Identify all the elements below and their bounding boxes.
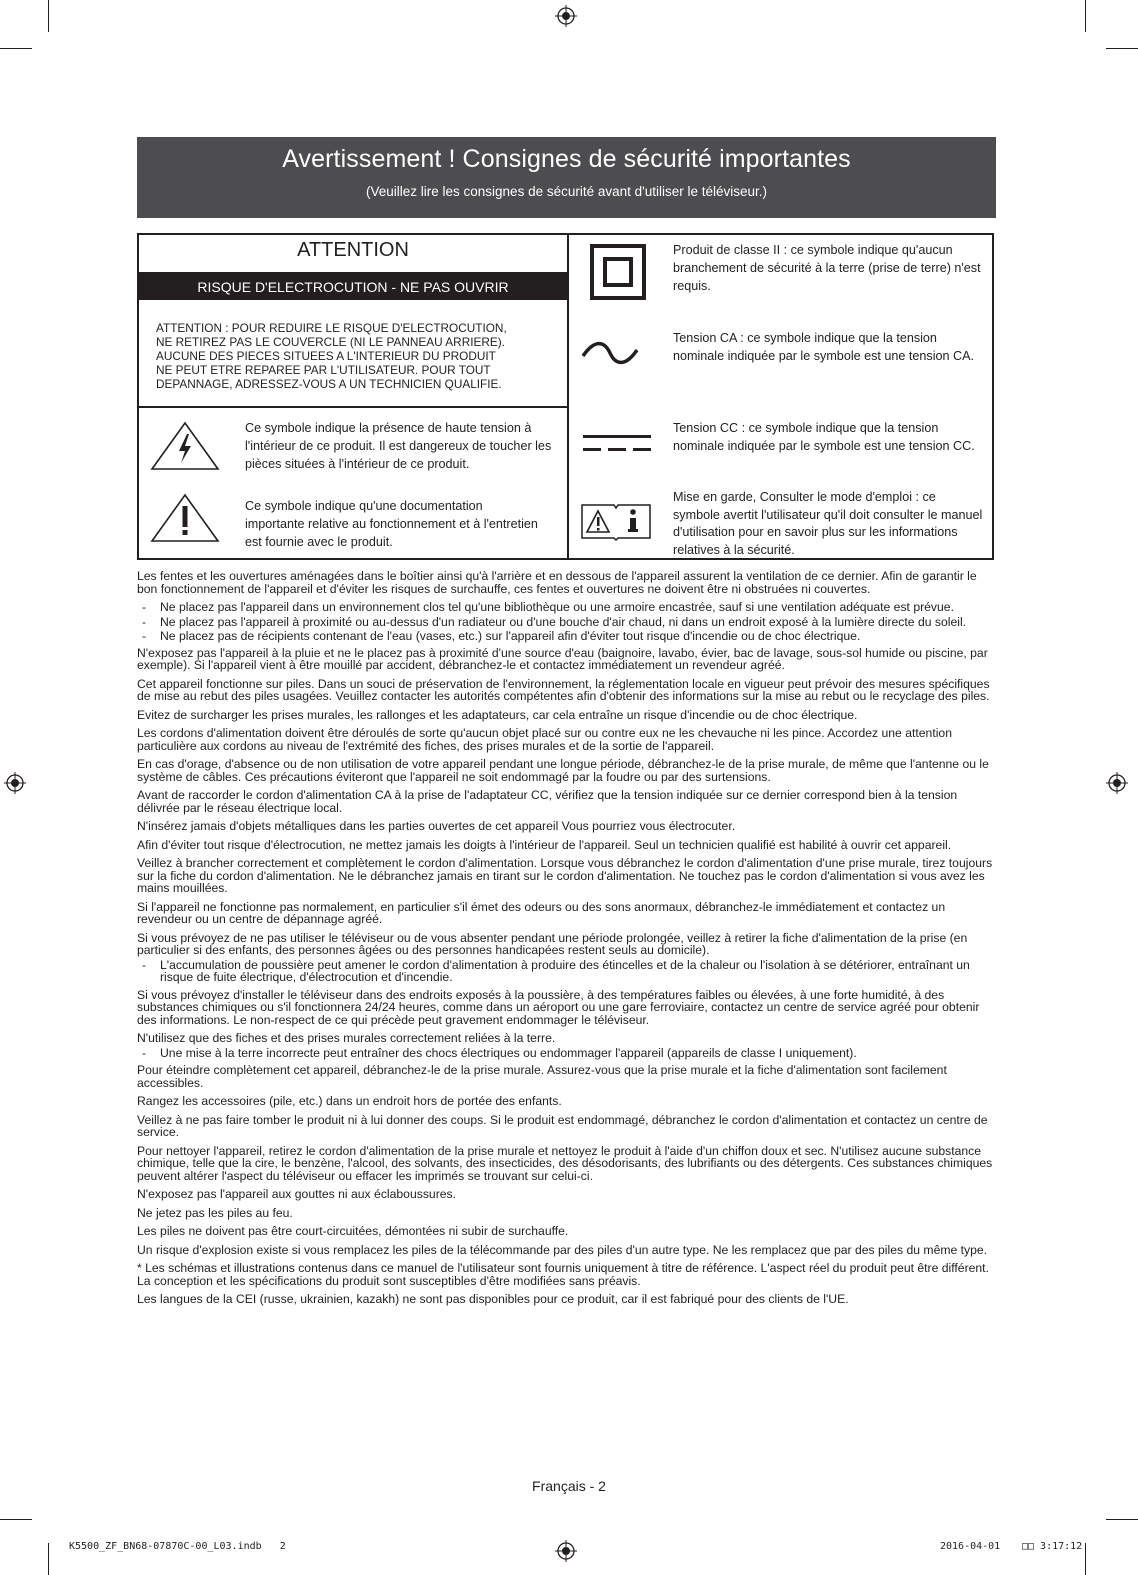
paragraph: * Les schémas et illustrations contenus dans ce manuel de l'utilisateur sont fournis uniquement à titre de référence. L'aspect réel du produit peut être différent. La conception et les spécifications du produit sont susceptibles d'être modifiées sans préavis. xyxy=(137,1261,989,1288)
paragraph: Si l'appareil ne fonctionne pas normalement, en particulier s'il émet des odeurs ou des sons anormaux, débranchez-le immédiatement et contactez un revendeur ou un centre de dépannage agréé. xyxy=(137,899,946,926)
paragraph: Les fentes et les ouvertures aménagées dans le boîtier ainsi qu'à l'arrière et en dessous de l'appareil assurent la ventilation de ce dernier. Afin de garantir le bon fonctionnement de l'appareil et d'éviter les risques de surchauffe, ces fentes et ouvertures ne doivent être ni obstruées ni couvertes. xyxy=(137,569,977,596)
crop-mark xyxy=(1085,0,1086,32)
paragraph: N'insérez jamais d'objets métalliques dans les parties ouvertes de cet appareil Vous pourriez vous électrocuter. xyxy=(137,819,736,833)
page-subtitle: (Veuillez lire les consignes de sécurité avant d'utiliser le téléviseur.) xyxy=(365,184,768,199)
class-ii-text: Produit de classe II : ce symbole indique qu'aucun branchement de sécurité à la terre (prise de terre) n'est requis. xyxy=(673,243,981,293)
paragraph: Rangez les accessoires (pile, etc.) dans un endroit hors de portée des enfants. xyxy=(137,1094,562,1108)
paragraph: Les langues de la CEI (russe, ukrainien, kazakh) ne sont pas disponibles pour ce produit, car il est fabriqué pour des clients de l'UE. xyxy=(137,1292,849,1306)
paragraph: Veillez à ne pas faire tomber le produit ni à lui donner des coups. Si le produit est endommagé, débranchez le cordon d'alimentation et contactez un centre de service. xyxy=(137,1112,988,1139)
registration-mark-icon xyxy=(4,772,26,794)
bullet-item: - L'accumulation de poussière peut amener le cordon d'alimentation à produire des étincelles et de la chaleur ou l'isolation à se détériorer, entraînant un risque de fuite électrique, d'électrocution et d'incendie. xyxy=(137,959,999,984)
crop-mark xyxy=(1106,48,1138,49)
ac-voltage-icon xyxy=(580,338,640,368)
dc-voltage-icon xyxy=(581,432,653,456)
registration-mark-icon xyxy=(555,1540,577,1562)
crop-mark xyxy=(0,1519,32,1520)
paragraph: Un risque d'explosion existe si vous remplacez les piles de la télécommande par des piles d'un autre type. Ne les remplacez que par des piles du même type. xyxy=(137,1242,988,1257)
page-number: Français - 2 xyxy=(532,1478,606,1494)
paragraph: Pour nettoyer l'appareil, retirez le cordon d'alimentation de la prise murale et nettoyez le produit à l'aide d'un chiffon doux et sec. N'utilisez aucune substance chimique, telle que la cire, le benzène, l'alcool, des solvants, des insecticides, des désodorisants, des lubrifiants ou des détergents. Ces substances chimiques peuvent altérer l'aspect du téléviseur ou effacer les imprimés se trouvant sur celui-ci. xyxy=(137,1143,993,1183)
paragraph: Si vous prévoyez de ne pas utiliser le téléviseur ou de vous absenter pendant une période prolongée, veillez à retirer la fiche d'alimentation de la prise (en particulier si des enfants, des personnes âgées ou des personnes handicapées restent seuls au domicile). xyxy=(137,930,968,957)
high-voltage-text: Ce symbole indique la présence de haute tension à l'intérieur de ce produit. Il est dangereux de toucher les pièces situées à l'intérieur de ce produit. xyxy=(245,421,552,471)
paragraph: Les cordons d'alimentation doivent être déroulés de sorte qu'aucun objet placé sur ou contre eux ne les chevauche ni les pince. Accordez une attention particulière aux cordons au niveau de l'extrémité des fiches, des prises murales et de la sortie de l'appareil. xyxy=(137,726,952,753)
attention-bar: RISQUE D'ELECTROCUTION - NE PAS OUVRIR xyxy=(139,272,567,300)
paragraph: Evitez de surcharger les prises murales, les rallonges et les adaptateurs, car cela entraîne un risque d'incendie ou de choc électrique. xyxy=(137,707,858,722)
dc-voltage-text: Tension CC : ce symbole indique que la tension nominale indiquée par le symbole est une tension CC. xyxy=(673,421,975,453)
ac-voltage-text: Tension CA : ce symbole indique que la tension nominale indiquée par le symbole est une tension CA. xyxy=(673,331,975,363)
table-divider xyxy=(567,235,569,558)
registration-mark-icon xyxy=(555,5,577,27)
bullet-item: - Ne placez pas l'appareil dans un environnement clos tel qu'une bibliothèque ou une armoire encastrée, sauf si une ventilation adéquate est prévue. xyxy=(137,601,999,614)
paragraph: Pour éteindre complètement cet appareil, débranchez-le de la prise murale. Assurez-vous que la prise murale et la fiche d'alimentation sont facilement accessibles. xyxy=(137,1063,947,1090)
attention-text xyxy=(156,321,556,391)
paragraph: Cet appareil fonctionne sur piles. Dans un souci de préservation de l'environnement, la réglementation locale en vigueur peut prévoir des mesures spécifiques de mise au rebut des piles usagées. Veuillez contacter les autorités compétentes afin d'obtenir des informations sur la mise au rebut ou le recyclage des piles. xyxy=(137,676,990,703)
paragraph: Avant de raccorder le cordon d'alimentation CA à la prise de l'adaptateur CC, vérifiez que la tension indiquée sur ce dernier correspond bien à la tension délivrée par le réseau électrique local. xyxy=(137,788,958,815)
safety-instructions xyxy=(137,570,999,1312)
attention-line: NE PEUT ETRE REPAREE PAR L'UTILISATEUR. POUR TOUT xyxy=(156,363,491,377)
warning-text: Ce symbole indique qu'une documentation importante relative au fonctionnement et à l'entretien est fournie avec le produit. xyxy=(245,499,538,549)
paragraph: Ne jetez pas les piles au feu. xyxy=(137,1205,293,1220)
crop-mark xyxy=(48,0,49,32)
paragraph: N'exposez pas l'appareil aux gouttes ni aux éclaboussures. xyxy=(137,1187,457,1201)
class-ii-icon xyxy=(588,242,648,302)
manual-warning-text: Mise en garde, Consulter le mode d'emploi : ce symbole avertit l'utilisateur qu'il doit consulter le manuel d'utilisation pour en savoir plus sur les informations relatives à la sécurité. xyxy=(673,490,983,557)
table-row-divider xyxy=(139,406,567,408)
attention-line: DEPANNAGE, ADRESSEZ-VOUS A UN TECHNICIEN QUALIFIE. xyxy=(156,377,502,391)
bullet-item: - Ne placez pas de récipients contenant de l'eau (vases, etc.) sur l'appareil afin d'éviter tout risque d'incendie ou de choc électrique. xyxy=(137,630,999,643)
attention-title: ATTENTION xyxy=(297,239,409,261)
crop-mark xyxy=(1106,1519,1138,1520)
bullet-item: - Ne placez pas l'appareil à proximité ou au-dessus d'un radiateur ou d'une bouche d'air chaud, ni dans un endroit exposé à la lumière directe du soleil. xyxy=(137,616,999,629)
file-name: K5500_ZF_BN68-07870C-00_L03.indb 2 xyxy=(69,1541,286,1552)
paragraph: En cas d'orage, d'absence ou de non utilisation de votre appareil pendant une longue période, débranchez-le de la prise murale, de même que l'antenne ou le système de câbles. Ces précautions éviteront que l'appareil ne soit endommagé par la foudre ou par des surtensions. xyxy=(137,757,989,784)
page-title: Avertissement ! Consignes de sécurité importantes xyxy=(282,145,851,173)
crop-mark xyxy=(48,1543,49,1575)
paragraph: Les piles ne doivent pas être court-circuitées, démontées ni subir de surchauffe. xyxy=(137,1224,569,1238)
paragraph: N'utilisez que des fiches et des prises murales correctement reliées à la terre. xyxy=(137,1031,556,1045)
paragraph: Si vous prévoyez d'installer le téléviseur dans des endroits exposés à la poussière, à des températures faibles ou élevées, à une forte humidité, à des substances chimiques ou s'il fonctionnera 24/24 heures, comme dans un aéroport ou une gare ferroviaire, contactez un centre de service agréé pour obtenir des informations. Le non-respect de ce qui précède peut gravement endommager le téléviseur. xyxy=(137,987,980,1027)
symbol-table xyxy=(137,233,994,560)
print-date: 2016-04-01 xyxy=(940,1541,1001,1552)
attention-line: AUCUNE DES PIECES SITUEES A L'INTERIEUR DU PRODUIT xyxy=(156,349,496,363)
paragraph: Afin d'éviter tout risque d'électrocution, ne mettez jamais les doigts à l'intérieur de l'appareil. Seul un technicien qualifié est habilité à ouvrir cet appareil. xyxy=(137,837,952,852)
print-time: □□ 3:17:12 xyxy=(1022,1541,1083,1552)
crop-mark xyxy=(1085,1543,1086,1575)
attention-line: ATTENTION : POUR REDUIRE LE RISQUE D'ELECTROCUTION, xyxy=(156,321,507,335)
paragraph: Veillez à brancher correctement et complètement le cordon d'alimentation. Lorsque vous débranchez le cordon d'alimentation d'une prise murale, tirez toujours sur la fiche du cordon d'alimentation. Ne le débranchez jamais en tirant sur le cordon d'alimentation. Ne touchez pas le cordon d'alimentation si vous avez les mains mouillées. xyxy=(137,856,993,895)
manual-warning-icon xyxy=(580,501,652,541)
paragraph: N'exposez pas l'appareil à la pluie et ne le placez pas à proximité d'une source d'eau (baignoire, lavabo, évier, bac de lavage, sous-sol humide ou piscine, par exemple). Si l'appareil vient à être mouillé par accident, débranchez-le et contactez immédiatement un revendeur agréé. xyxy=(137,645,988,672)
safety-header xyxy=(137,137,996,218)
attention-line: NE RETIREZ PAS LE COUVERCLE (NI LE PANNEAU ARRIERE). xyxy=(156,335,505,349)
crop-mark xyxy=(0,48,32,49)
high-voltage-icon xyxy=(150,421,220,471)
bullet-item: - Une mise à la terre incorrecte peut entraîner des chocs électriques ou endommager l'appareil (appareils de classe I uniquement). xyxy=(137,1047,999,1060)
warning-icon xyxy=(150,493,220,543)
registration-mark-icon xyxy=(1106,772,1128,794)
